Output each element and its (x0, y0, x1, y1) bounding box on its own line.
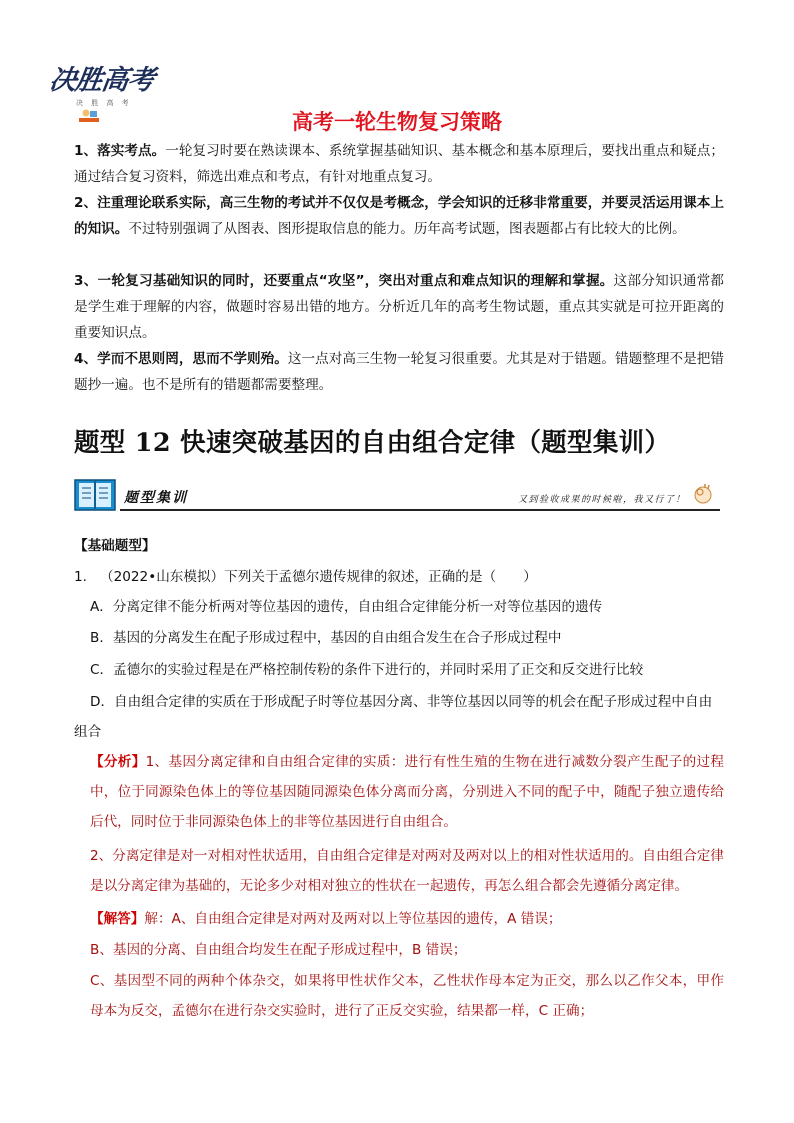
option-a: A．分离定律不能分析两对等位基因的遗传，自由组合定律能分析一对等位基因的遗传 (90, 599, 603, 615)
ok-hand-icon (692, 482, 714, 508)
banner-slogan: 又到验收成果的时候啦，我又行了！ (517, 495, 686, 505)
section-heading: 题型 12 快速突破基因的自由组合定律（题型集训） (74, 428, 671, 458)
analysis-p1: 【分析】1、基因分离定律和自由组合定律的实质：进行有性生殖的生物在进行减数分裂产生配子的过程中，位于同源染色体上的等位基因随同源染色体分离而分离，分别进入不同的配子中，随配子独立遗传给后代，同时位于非同源染色体上的非等位基因进行自由组合。 (90, 754, 724, 830)
option-c: C．孟德尔的实验过程是在严格控制传粉的条件下进行的，并同时采用了正交和反交进行比较 (90, 662, 644, 678)
practice-banner (74, 478, 720, 512)
book-icon (74, 478, 116, 512)
document-title: 高考一轮生物复习策略 (292, 110, 502, 134)
logo-text: 决胜高考 (47, 65, 156, 96)
strategy-3: 3、一轮复习基础知识的同时，还要重点“攻坚”，突出对重点和难点知识的理解和掌握。这部分知识通常都是学生难于理解的内容，做题时容易出错的地方。分析近几年的高考生物试题，重点其实就是可拉开距离的重要知识点。 (74, 273, 725, 341)
answer-b: B、基因的分离、自由组合均发生在配子形成过程中，B 错误； (90, 942, 467, 958)
answer-c: C、基因型不同的两种个体杂交，如果将甲性状作父本，乙性状作母本定为正交，那么以乙作父本，甲作母本为反交，孟德尔在进行杂交实验时，进行了正反交实验，结果都一样，C 正确； (90, 973, 724, 1019)
strategy-1: 1、落实考点。一轮复习时要在熟读课本、系统掌握基础知识、基本概念和基本原理后，要找出重点和疑点；通过结合复习资料，筛选出难点和考点，有针对地重点复习。 (74, 143, 724, 185)
banner-divider (120, 509, 720, 511)
analysis-p2: 2、分离定律是对一对相对性状适用，自由组合定律是对两对及两对以上的相对性状适用的。自由组合定律是以分离定律为基础的，无论多少对相对独立的性状在一起遗传，再怎么组合都会先遵循分离定律。 (90, 848, 724, 894)
answer-a: 【解答】解：A、自由组合定律是对两对及两对以上等位基因的遗传，A 错误； (90, 911, 562, 927)
strategy-2: 2、注重理论联系实际，高三生物的考试并不仅仅是考概念，学会知识的迁移非常重要，并要灵活运用课本上的知识。不过特别强调了从图表、图形提取信息的能力。历年高考试题，图表题都占有比较大的比例。 (74, 195, 724, 237)
option-b: B．基因的分离发生在配子形成过程中，基因的自由组合发生在合子形成过程中 (90, 630, 562, 646)
option-d: D．自由组合定律的实质在于形成配子时等位基因分离、非等位基因以同等的机会在配子形成过程中自由组合 (74, 694, 713, 740)
strategy-4: 4、学而不思则罔，思而不学则殆。这一点对高三生物一轮复习很重要。尤其是对于错题。错题整理不是把错题抄一遍。也不是所有的错题都需要整理。 (74, 351, 724, 393)
question-stem: 1. （2022•山东模拟）下列关于孟德尔遗传规律的叙述，正确的是（ ） (74, 569, 537, 585)
banner-label: 题型集训 (124, 490, 188, 506)
logo-subtext: 决 胜 高 考 (76, 99, 132, 107)
section-label: 【基础题型】 (74, 538, 156, 554)
